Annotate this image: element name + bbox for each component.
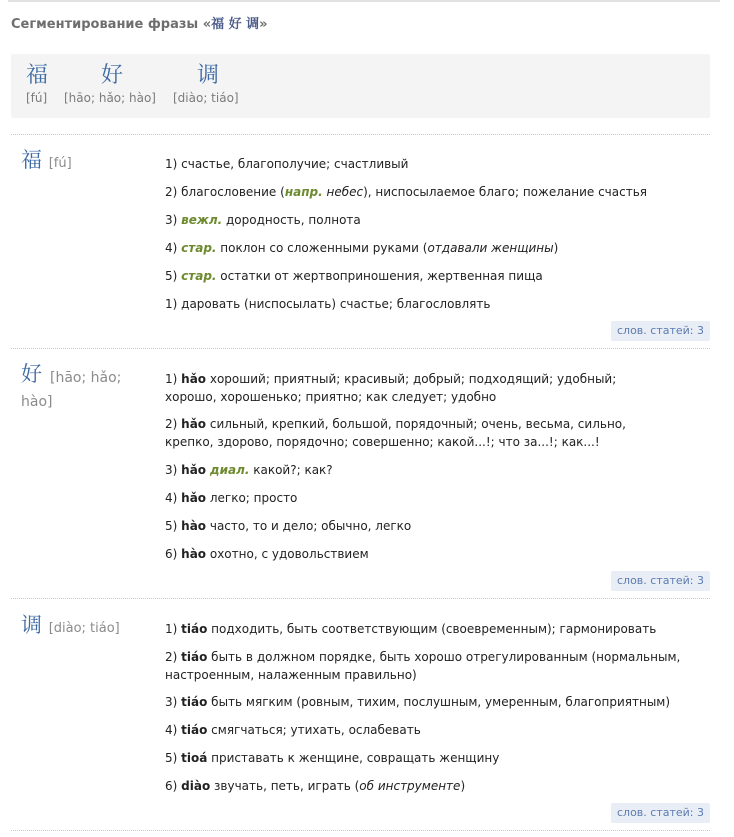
entry-pinyin: [fú]	[48, 156, 72, 171]
meaning-line: 2) благословение (напр. небес), ниспосылаемое благо; пожелание счастья	[165, 185, 647, 199]
meaning-line: 1) даровать (ниспосылать) счастье; благословлять	[165, 297, 491, 311]
segment-fu[interactable]	[26, 62, 48, 106]
separator	[11, 598, 710, 599]
meaning-line: 5) стар. остатки от жертвоприношения, жертвенная пища	[165, 269, 543, 283]
segment-char[interactable]: 好	[101, 63, 124, 88]
page-title	[11, 13, 268, 32]
segment-char[interactable]: 调	[197, 63, 220, 88]
entry-char: 调	[21, 613, 42, 637]
title-prefix: Сегментирование фразы «	[11, 17, 212, 32]
segmentation-box	[11, 54, 710, 118]
entry-hanzi-diao	[21, 612, 120, 642]
entry-hanzi-hao	[21, 361, 42, 387]
meaning-line: 2) hǎo сильный, крепкий, большой, порядочный; очень, весьма, сильно,	[165, 417, 626, 431]
meaning-line: крепко, здорово, порядочно; совершенно; какой...!; что за...!; как...!	[165, 435, 600, 449]
meaning-line: 3) hǎo диал. какой?; как?	[165, 463, 333, 477]
title-chars[interactable]: 福 好 调	[211, 17, 260, 32]
separator	[11, 134, 710, 135]
segment-diao[interactable]	[173, 62, 239, 106]
entry-hanzi-fu	[21, 147, 72, 177]
segment-pinyin: [hāo; hǎo; hào]	[64, 91, 156, 105]
meaning-line: настроенным, налаженным правильно)	[165, 668, 417, 682]
entry-pinyin	[50, 367, 170, 389]
meaning-line: 4) hǎo легко; просто	[165, 491, 298, 505]
meaning-line: 1) hǎo хороший; приятный; красивый; добрый; подходящий; удобный;	[165, 372, 617, 386]
meaning-line: 5) hào часто, то и дело; обычно, легко	[165, 519, 412, 533]
entry-char: 好	[21, 362, 42, 386]
entry-pinyin: [diào; tiáo]	[48, 621, 120, 636]
meaning-line: 1) tiáo подходить, быть соответствующим (своевременным); гармонировать	[165, 622, 657, 636]
meaning-line: 4) tiáo смягчаться; утихать, ослабевать	[165, 723, 421, 737]
dictionary-articles-link[interactable]: слов. статей: 3	[611, 321, 710, 341]
meaning-line: хорошо, хорошенько; приятно; как следует; удобно	[165, 390, 497, 404]
meaning-line: 6) hào охотно, с удовольствием	[165, 547, 369, 561]
meaning-line: 2) tiáo быть в должном порядке, быть хорошо отрегулированным (нормальным,	[165, 650, 681, 664]
meaning-line: 1) счастье, благополучие; счастливый	[165, 157, 409, 171]
segment-char[interactable]: 福	[26, 63, 49, 88]
segment-pinyin: [fú]	[26, 91, 48, 105]
meaning-line: 4) стар. поклон со сложенными руками (отдавали женщины)	[165, 241, 559, 255]
separator	[11, 348, 710, 349]
segment-hao[interactable]	[64, 62, 156, 106]
meaning-line: 3) вежл. дородность, полнота	[165, 213, 361, 227]
meaning-line: 6) diào звучать, петь, играть (об инструменте)	[165, 779, 466, 793]
entry-char: 福	[21, 148, 42, 172]
entry-pinyin-line2: hào]	[21, 394, 53, 410]
dictionary-articles-link[interactable]: слов. статей: 3	[611, 803, 710, 823]
title-suffix: »	[259, 17, 268, 32]
segment-pinyin: [diào; tiáo]	[173, 91, 239, 105]
dictionary-articles-link[interactable]: слов. статей: 3	[611, 571, 710, 591]
meaning-line: 5) tioá приставать к женщине, совращать женщину	[165, 751, 500, 765]
top-divider	[8, 0, 720, 2]
entry-pinyin-cont	[21, 391, 141, 413]
meaning-line: 3) tiáo быть мягким (ровным, тихим, послушным, умеренным, благоприятным)	[165, 695, 671, 709]
separator	[11, 830, 710, 831]
entry-pinyin-line1: [hāo; hǎo;	[50, 370, 122, 386]
